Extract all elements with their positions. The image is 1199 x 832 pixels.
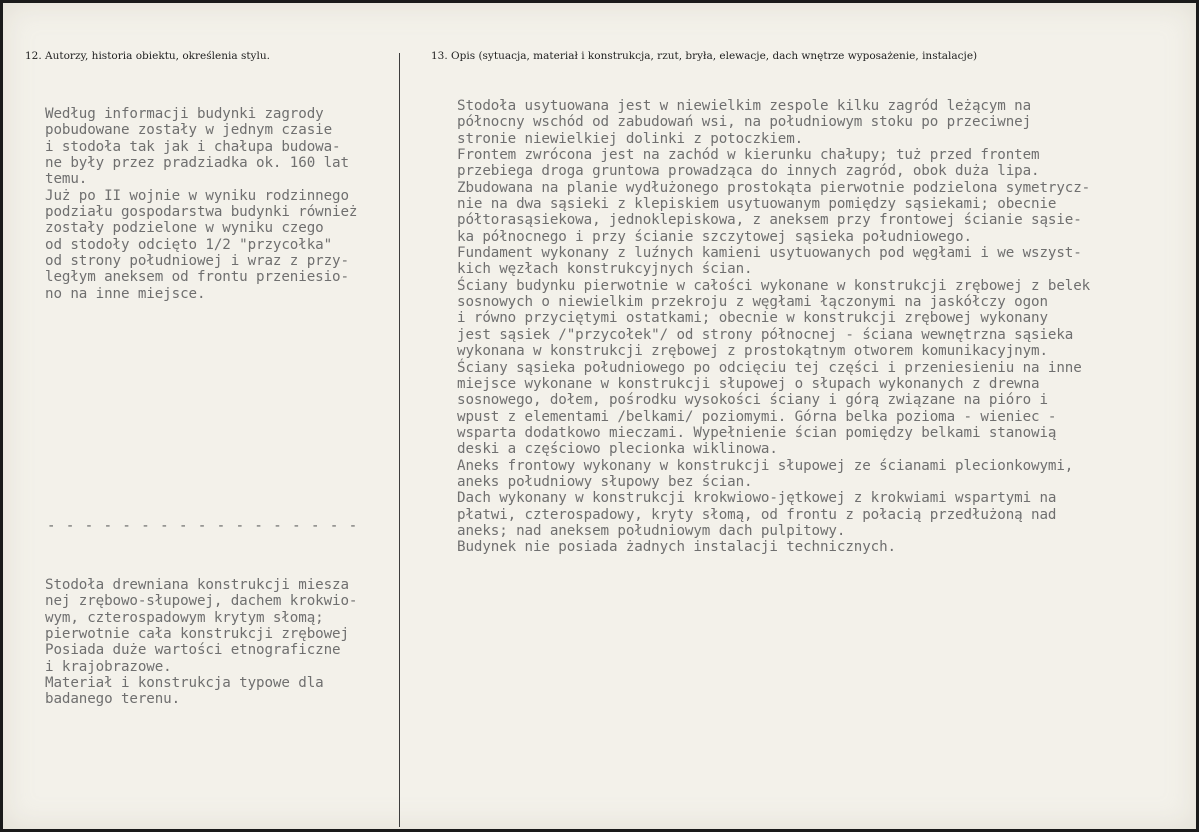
section-12-heading: 12. Autorzy, historia obiektu, określenia stylu. xyxy=(25,50,270,62)
dashed-separator: - - - - - - - - - - - - - - - - - xyxy=(47,518,359,534)
description-typed-text: Stodoła usytuowana jest w niewielkim zespole kilku zagród leżącym na północny wschód od zabudowań wsi, na południowym stoku po przeciwnej stronie niewielkiej dolinki z potoczkiem. Frontem zwrócona jest na zachód w kierunku chałupy; tuż przed frontem przebiega droga gruntowa prowadząca do innych zagród, obok duża lipa. Zbudowana na planie wydłużonego prostokąta pierwotnie podzielona symetrycz- nie na dwa sąsieki z klepiskiem usytuowanym pomiędzy sąsiekami; obecnie półtorasąsiekowa, jednoklepiskowa, z aneksem przy frontowej ścianie sąsie- ka północnego i przy ścianie szczytowej sąsieka południowego. Fundament wykonany z luźnych kamieni usytuowanych pod węgłami i we wszyst- kich węzłach konstrukcyjnych ścian. Ściany budynku pierwotnie w całości wykonane w konstrukcji zrębowej z belek sosnowych o niewielkim przekroju z węgłami łączonymi na jaskółczy ogon i równo przyciętymi ostatkami; obecnie w konstrukcji zrębowej wykonany jest sąsiek /"przycołek"/ od strony północnej - ściana wewnętrzna sąsieka wykonana w konstrukcji zrębowej z prostokątnym otworem komunikacyjnym. Ściany sąsieka południowego po odcięciu tej części i przeniesieniu na inne miejsce wykonane w konstrukcji słupowej o słupach wykonanych z drewna sosnowego, dołem, pośrodku wysokości ściany i górą związane na pióro i wpust z elementami /belkami/ poziomymi. Górna belka pozioma - wieniec - wsparta dodatkowo mieczami. Wypełnienie ścian pomiędzy belkami stanowią deski a częściowo plecionka wiklinowa. Aneks frontowy wykonany w konstrukcji słupowej ze ścianami plecionkowymi, aneks południowy słupowy bez ścian. Dach wykonany w konstrukcji krokwiowo-jętkowej z krokwiami wspartymi na płatwi, czterospadowy, kryty słomą, od frontu z połacią przedłużoną nad aneks; nad aneksem południowym dach pulpitowy. Budynek nie posiada żadnych instalacji technicznych. xyxy=(457,98,1091,556)
section-13-heading: 13. Opis (sytuacja, materiał i konstrukcja, rzut, bryła, elewacje, dach wnętrze wyposażenie, instalacje) xyxy=(431,50,978,62)
history-typed-text: Według informacji budynki zagrody pobudowane zostały w jednym czasie i stodoła tak jak i chałupa budowa- ne były przez pradziadka ok. 160 lat temu. Już po II wojnie w wyniku rodzinnego podziału gospodarstwa budynki również zostały podzielone w wyniku czego od stodoły odcięto 1/2 "przycołka" od strony południowej i wraz z przy- ległym aneksem od frontu przeniesio- no na inne miejsce. xyxy=(45,106,358,302)
style-typed-text: Stodoła drewniana konstrukcji miesza nej zrębowo-słupowej, dachem krokwio- wym, czterospadowym krytym słomą; pierwotnie cała konstrukcji zrębowej Posiada duże wartości etnograficzne i krajobrazowe. Materiał i konstrukcja typowe dla badanego terenu. xyxy=(45,577,358,708)
column-divider xyxy=(399,53,400,827)
document-card xyxy=(3,3,1196,829)
